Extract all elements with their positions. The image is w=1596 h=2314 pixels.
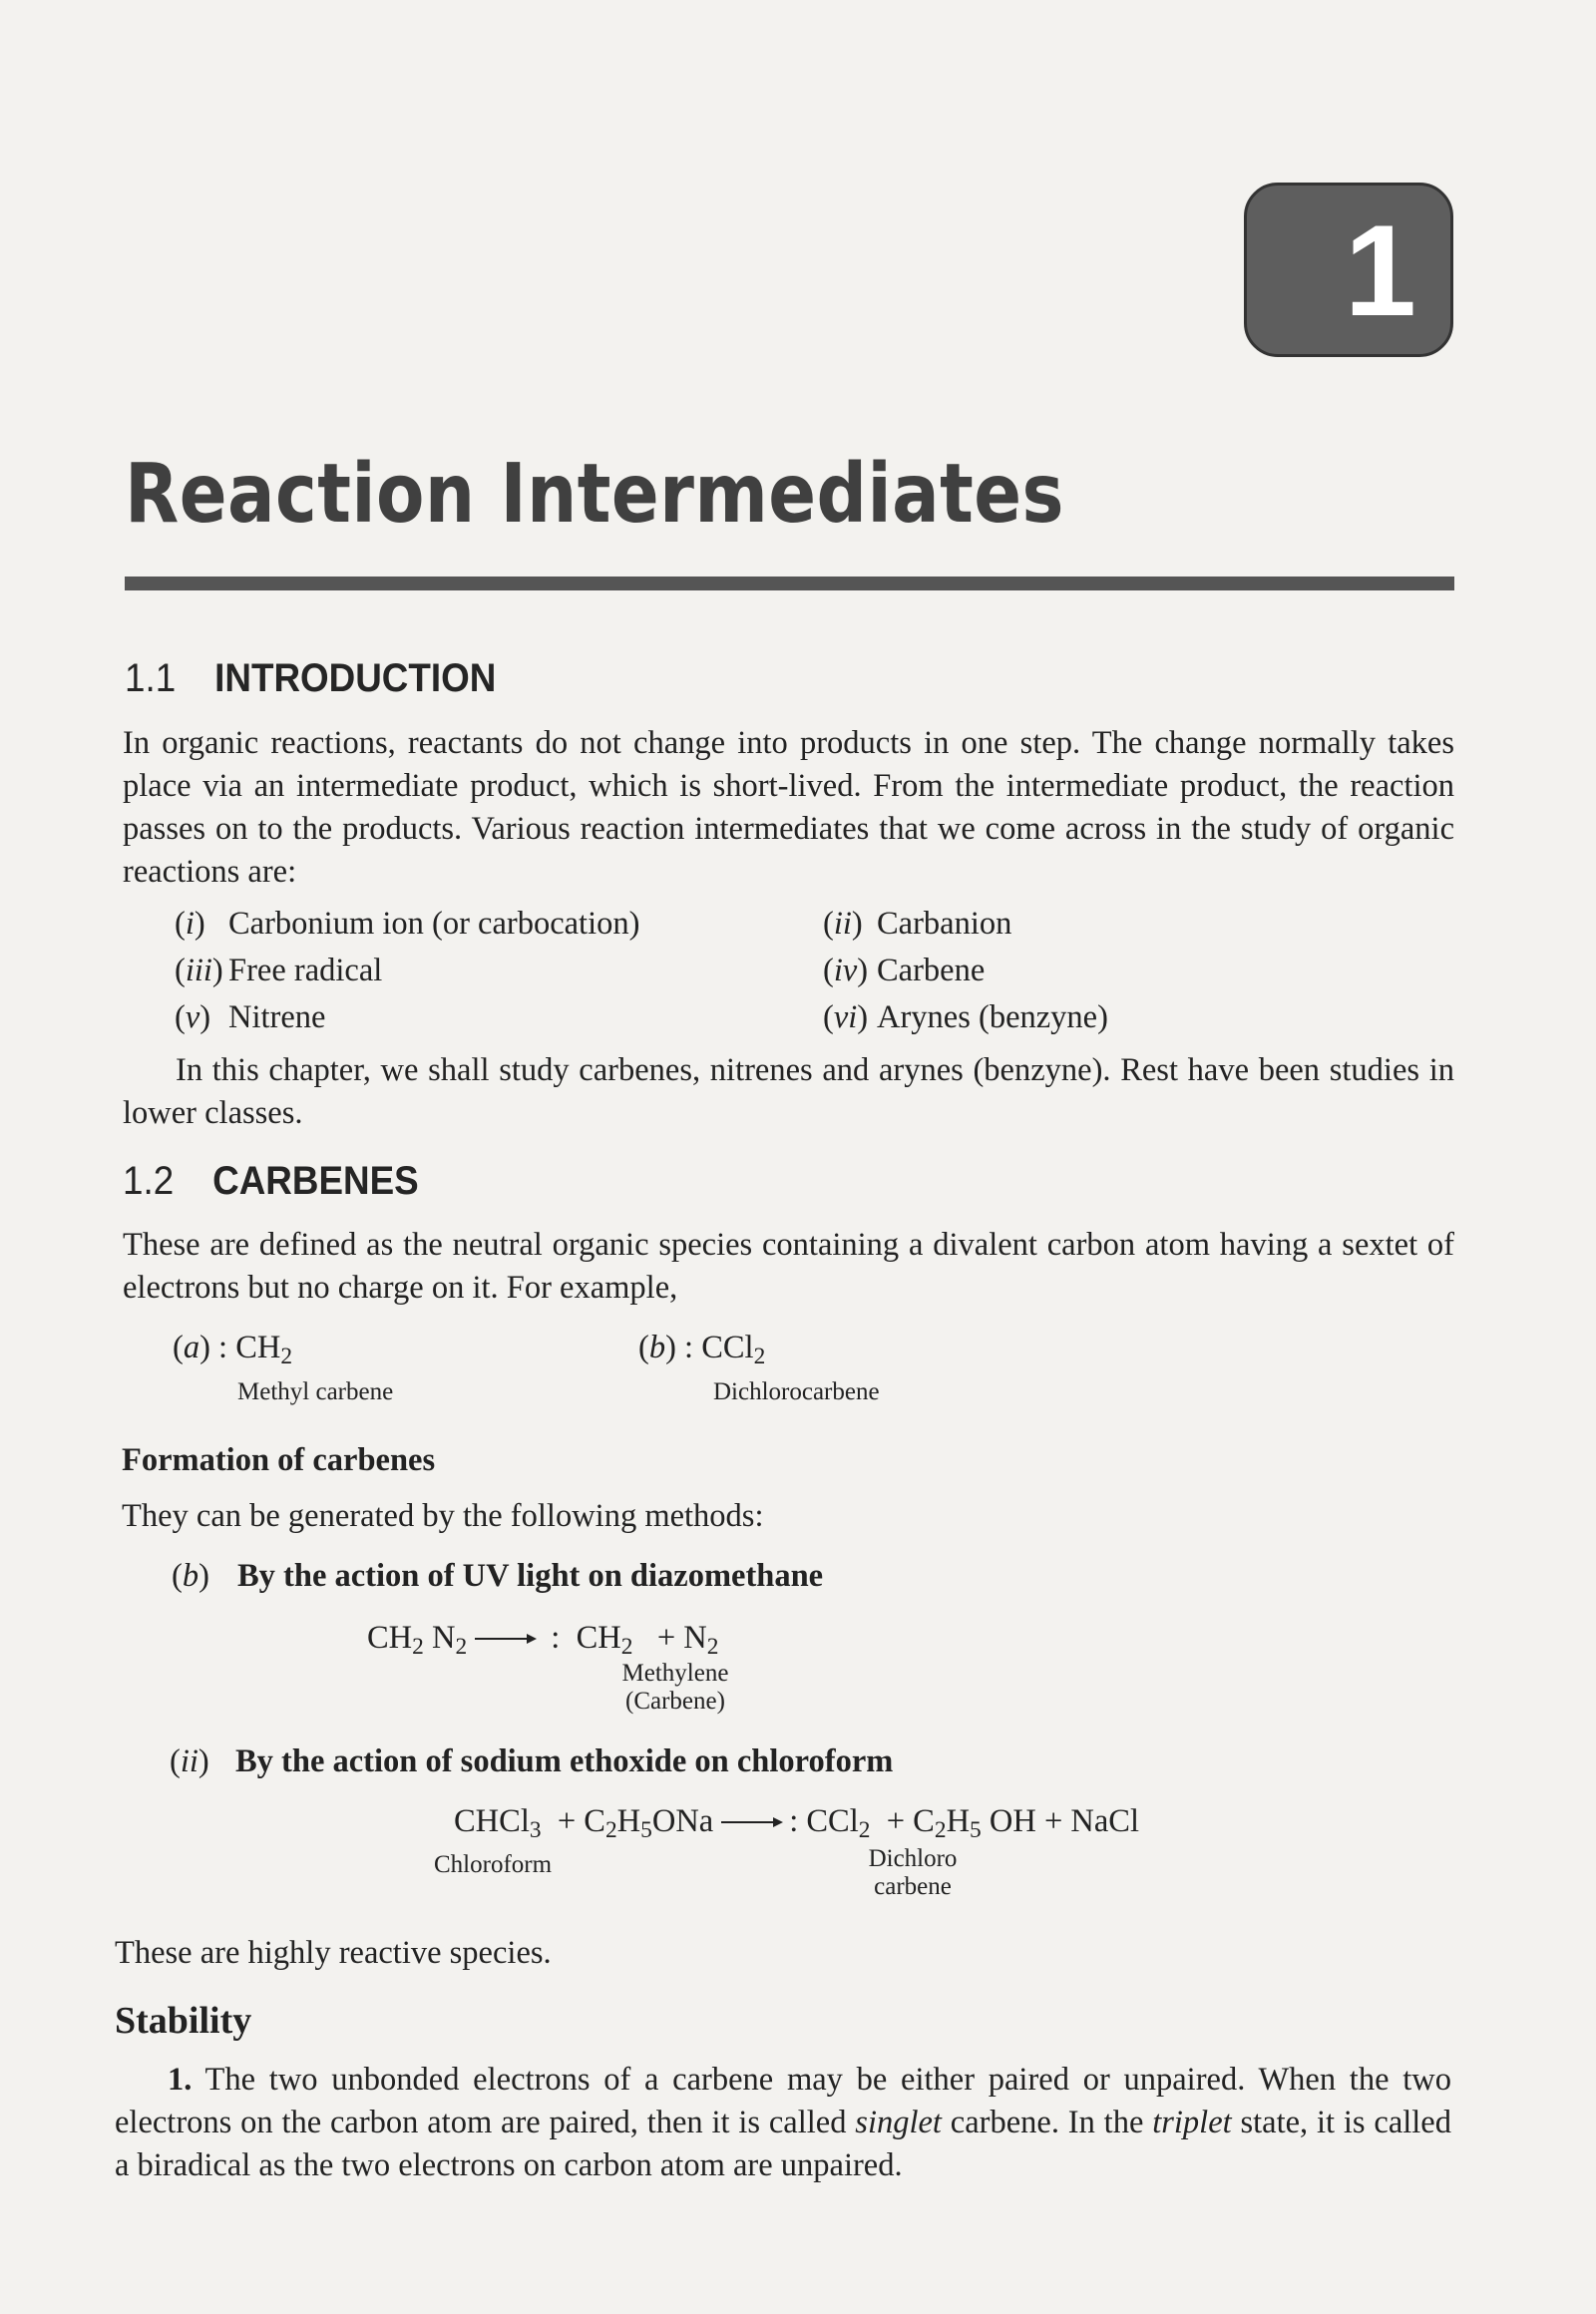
carbene-definition: These are defined as the neutral organic species containing a divalent carbon atom having a sextet of electrons but no charge on it. For example, [123,1227,1454,1306]
example-a-name: Methyl carbene [237,1378,394,1405]
list-item: (iii) Free radical [175,953,383,988]
example-b-name: Dichlorocarbene [713,1378,880,1405]
title-rule [125,577,1454,590]
reaction-2-product-label: Dichloro carbene [868,1845,958,1900]
list-item: (ii) Carbanion [823,906,1012,942]
method-1-heading: (b) By the action of UV light on diazomethane [172,1558,824,1594]
section-number: 1.2 [123,1159,175,1203]
list-item: (i) Carbonium ion (or carbocation) [175,906,640,942]
section-heading-introduction [125,656,496,701]
stability-heading: Stability [115,2000,252,2042]
list-item: (iv) Carbene [823,953,986,988]
intermediates-list [175,901,1272,1041]
stability-point-1: 1. The two unbonded electrons of a carbene may be either paired or unpaired. When the two electrons on the carbon atom are paired, then it is called singlet carbene. In the triplet state, it is called a biradical as the two electrons on carbon atom are unpaired. [115,2062,1451,2183]
reaction-1-product-label: Methylene (Carbene) [621,1660,729,1715]
example-b: (b) : CCl$_2$ [638,1330,766,1369]
chapter-number-badge [1244,183,1453,357]
section-heading-carbenes [123,1159,419,1204]
section-title: CARBENES [212,1159,419,1203]
chapter-title: Reaction Intermediates [125,447,1064,542]
reactive-note: These are highly reactive species. [115,1935,552,1971]
section-number: 1.1 [125,656,177,700]
list-row [175,994,1272,1041]
reaction-arrow [721,1821,781,1823]
list-item: (v) Nitrene [175,999,326,1035]
section-title: INTRODUCTION [214,656,497,700]
chapter-number: 1 [1344,196,1416,343]
reaction-2-reactant-label: Chloroform [434,1851,553,1878]
intro-closing-paragraph: In this chapter, we shall study carbenes, nitrenes and arynes (benzyne). Rest have been studies in lower classes. [123,1052,1454,1131]
formation-intro: They can be generated by the following methods: [122,1498,764,1534]
formation-heading: Formation of carbenes [122,1442,436,1478]
list-row [175,901,1272,948]
reaction-1-equation: $CH_2$ $N_2$ : $CH_2 + N_2$ [367,1620,719,1660]
list-row [175,948,1272,994]
example-a: (a) : $CH_2$ [173,1330,293,1369]
method-2-heading: (ii) By the action of sodium ethoxide on chloroform [170,1743,894,1779]
intro-paragraph: In organic reactions, reactants do not change into products in one step. The change normally takes place via an intermediate product, which is short-lived. From the intermediate product, the reaction passes on to the products. Various reaction intermediates that we come across in the study of organic reactions are: [123,725,1454,890]
reaction-arrow [475,1638,535,1640]
list-item: (vi) Arynes (benzyne) [823,999,1108,1035]
reaction-2-equation: CHCl$_3$ + $C_2H_5ONa$ : $CCl_2 + C_2H_5$ OH + NaCl [454,1803,1139,1843]
